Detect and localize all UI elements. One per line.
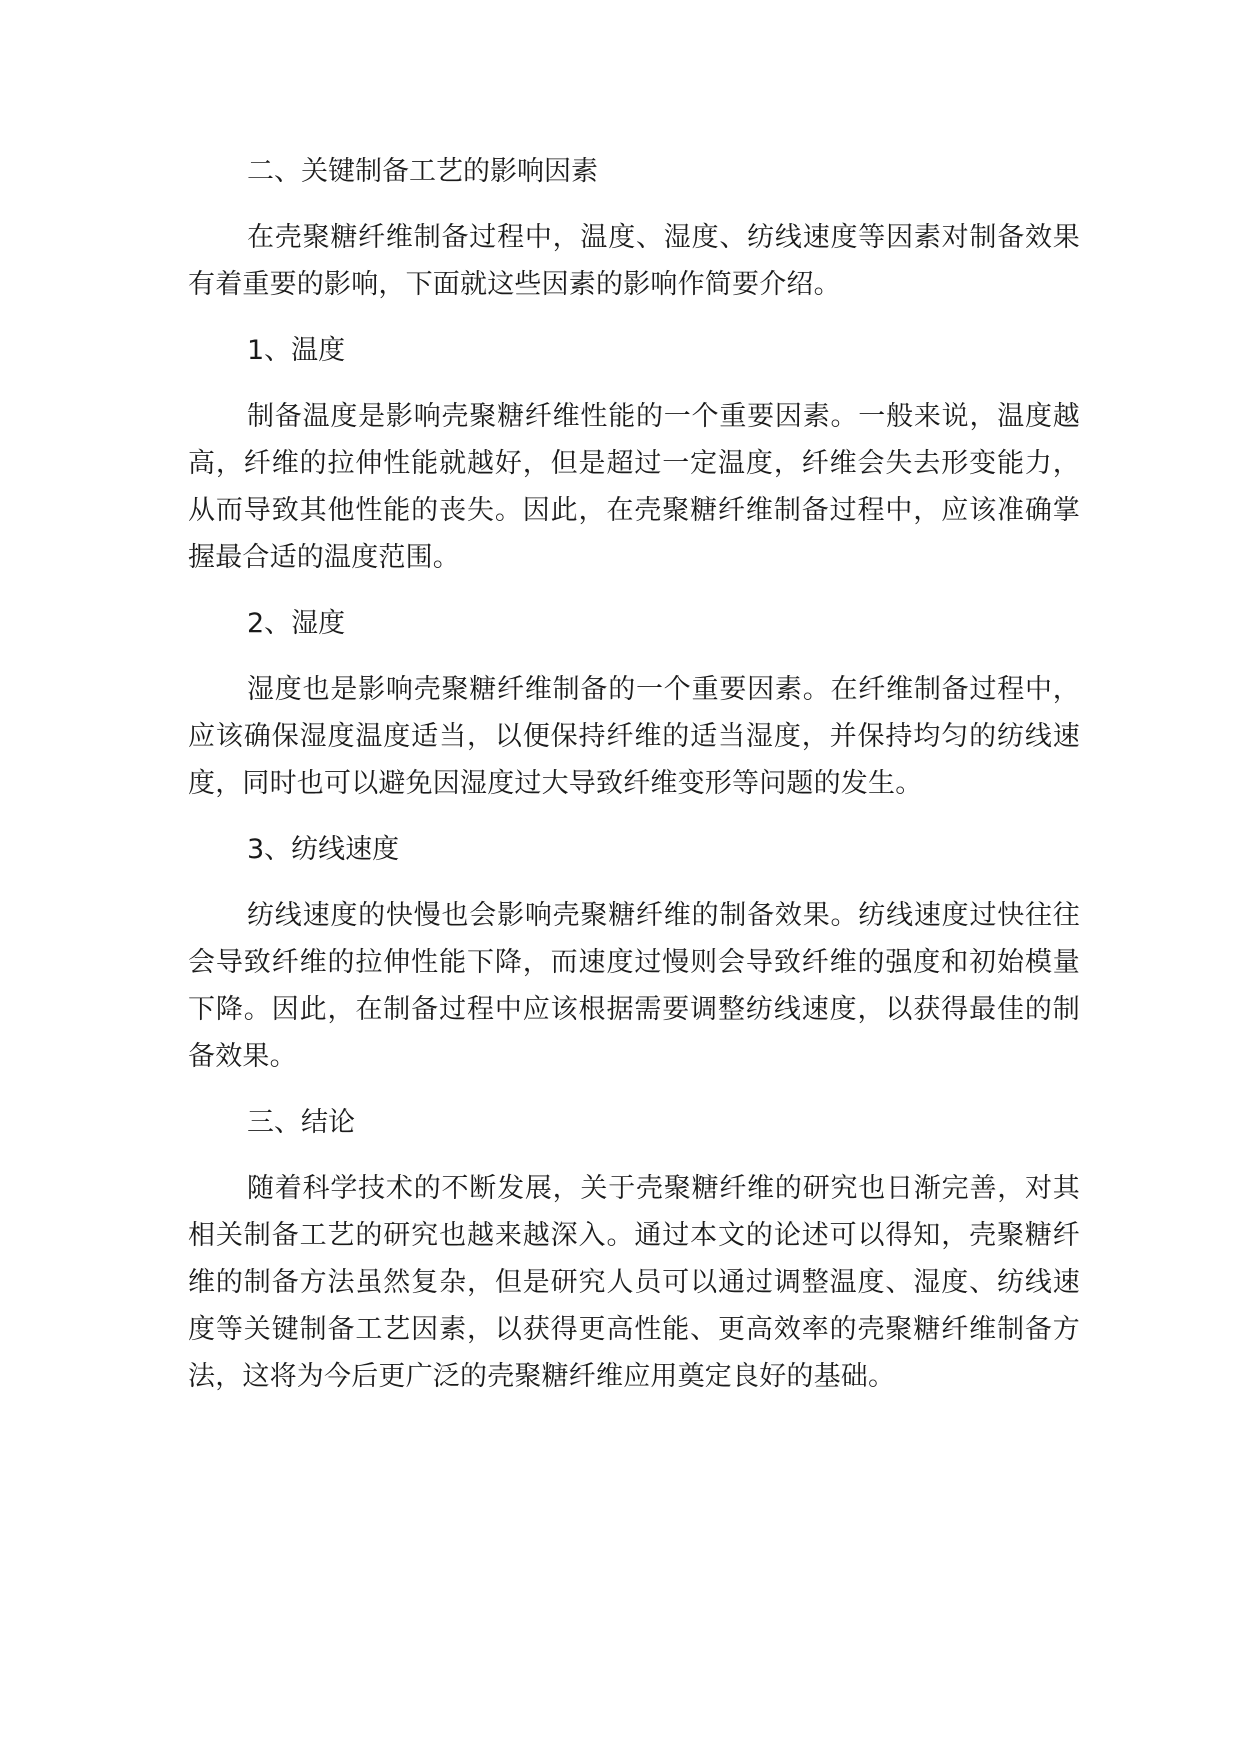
sub1-paragraph: 制备温度是影响壳聚糖纤维性能的一个重要因素。一般来说，温度越高，纤维的拉伸性能就越好，但是超过一定温度，纤维会失去形变能力，从而导致其他性能的丧失。因此，在壳聚糖纤维制备过程中，应该准确掌握最合适的温度范围。 — [188, 401, 1080, 573]
sub3-heading: 3、纺线速度 — [247, 834, 400, 865]
sub2-paragraph: 湿度也是影响壳聚糖纤维制备的一个重要因素。在纤维制备过程中，应该确保湿度温度适当，以便保持纤维的适当湿度，并保持均匀的纺线速度，同时也可以避免因湿度过大导致纤维变形等问题的发生。 — [188, 674, 1080, 799]
document-page — [188, 148, 1080, 1400]
section3-heading: 三、结论 — [247, 1107, 355, 1138]
section3-paragraph: 随着科学技术的不断发展，关于壳聚糖纤维的研究也日渐完善，对其相关制备工艺的研究也越来越深入。通过本文的论述可以得知，壳聚糖纤维的制备方法虽然复杂，但是研究人员可以通过调整温度、湿度、纺线速度等关键制备工艺因素，以获得更高性能、更高效率的壳聚糖纤维制备方法，这将为今后更广泛的壳聚糖纤维应用奠定良好的基础。 — [188, 1173, 1080, 1392]
section2-heading: 二、关键制备工艺的影响因素 — [247, 156, 598, 187]
section2-intro-paragraph: 在壳聚糖纤维制备过程中，温度、湿度、纺线速度等因素对制备效果有着重要的影响，下面就这些因素的影响作简要介绍。 — [188, 222, 1080, 300]
sub1-heading: 1、温度 — [247, 335, 346, 366]
sub3-paragraph: 纺线速度的快慢也会影响壳聚糖纤维的制备效果。纺线速度过快往往会导致纤维的拉伸性能下降，而速度过慢则会导致纤维的强度和初始模量下降。因此，在制备过程中应该根据需要调整纺线速度，以获得最佳的制备效果。 — [188, 900, 1080, 1072]
sub2-heading: 2、湿度 — [247, 608, 346, 639]
